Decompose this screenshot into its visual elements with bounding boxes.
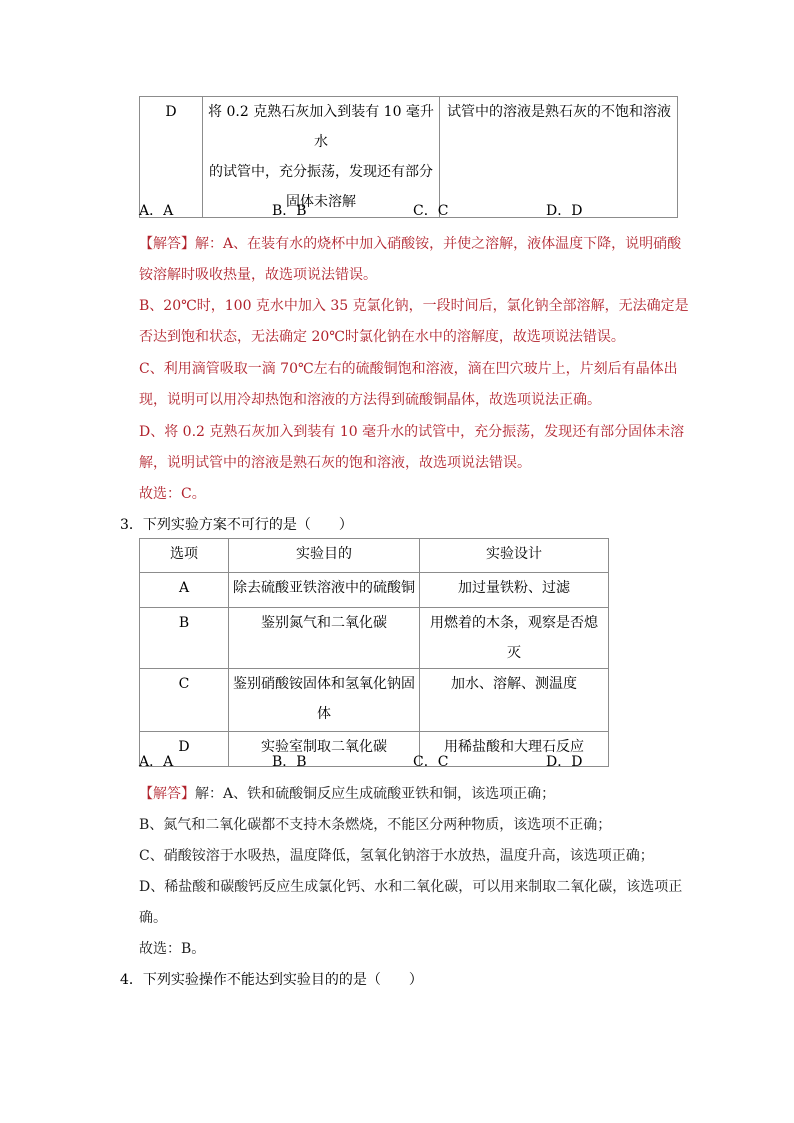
operation-line: 的试管中，充分振荡，发现还有部分 [209, 164, 433, 180]
q2-answer-line: C、利用滴管吸取一滴 70℃左右的硫酸铜饱和溶液，滴在凹穴玻片上，片刻后有晶体出 [139, 361, 678, 377]
q3-answer-line: 确。 [139, 910, 167, 926]
q3-answer-line: C、硝酸铵溶于水吸热，温度降低，氢氧化钠溶于水放热，温度升高，该选项正确； [139, 848, 654, 864]
answer-tag: 【解答】 [139, 786, 195, 802]
q3-stem: 3．下列实验方案不可行的是（ ） [120, 517, 353, 533]
option-cell: C [140, 669, 229, 732]
q3-answer-line: B、氮气和二氧化碳都不支持木条燃烧，不能区分两种物质，该选项不正确； [139, 817, 612, 833]
q2-answer-line: D、将 0.2 克熟石灰加入到装有 10 毫升水的试管中，充分振荡，发现还有部分固体未溶 [139, 424, 685, 440]
option-cell: B [140, 608, 229, 669]
table-header-row [140, 539, 609, 573]
q3-answer-line: 【解答】解：A、铁和硫酸铜反应生成硫酸亚铁和铜，该选项正确； [139, 786, 556, 802]
q3-final-answer: 故选：B。 [139, 941, 206, 957]
goal-line: 鉴别硝酸铵固体和氢氧化钠固 [233, 676, 415, 692]
header-option: 选项 [140, 539, 229, 573]
q2-answer-line: B、20℃时，100 克水中加入 35 克氯化钠，一段时间后，氯化钠全部溶解，无法确定是 [139, 298, 689, 314]
q4-stem: 4．下列实验操作不能达到实验目的的是（ ） [120, 972, 423, 988]
q3-table [139, 538, 609, 767]
operation-line: 固体未溶解 [286, 194, 356, 210]
conclusion-cell: 试管中的溶液是熟石灰的不饱和溶液 [440, 97, 678, 218]
choice-c: C．C [413, 203, 449, 219]
option-cell: D [140, 97, 203, 218]
option-cell: D [140, 732, 229, 767]
choice-c: C．C [413, 754, 449, 770]
table-row [140, 732, 609, 767]
q2-options-table [139, 96, 678, 218]
choice-d: D．D [546, 203, 583, 219]
table-row [140, 573, 609, 608]
q2-answer-line: 【解答】解：A、在装有水的烧杯中加入硝酸铵，并使之溶解，液体温度下降，说明硝酸 [139, 236, 682, 252]
design-cell: 加水、溶解、测温度 [420, 669, 609, 732]
design-cell: 加过量铁粉、过滤 [420, 573, 609, 608]
q2-answer-line: 否达到饱和状态，无法确定 20℃时氯化钠在水中的溶解度，故选项说法错误。 [139, 329, 625, 345]
goal-cell [229, 669, 420, 732]
table-row [140, 669, 609, 732]
choice-a: A．A [139, 203, 174, 219]
choice-b: B．B [272, 203, 307, 219]
q2-final-answer: 故选：C。 [139, 486, 206, 502]
option-cell: A [140, 573, 229, 608]
header-goal: 实验目的 [229, 539, 420, 573]
q2-answer-line: 解，说明试管中的溶液是熟石灰的饱和溶液，故选项说法错误。 [139, 455, 531, 471]
header-design: 实验设计 [420, 539, 609, 573]
table-row [140, 608, 609, 669]
operation-cell [203, 97, 440, 218]
goal-line: 体 [317, 706, 331, 722]
choice-b: B．B [272, 754, 307, 770]
goal-cell: 鉴别氮气和二氧化碳 [229, 608, 420, 669]
table-row [140, 97, 678, 218]
choice-d: D．D [546, 754, 583, 770]
q2-answer-line: 现，说明可以用冷却热饱和溶液的方法得到硫酸铜晶体，故选项说法正确。 [139, 392, 601, 408]
answer-tag: 【解答】 [139, 236, 195, 252]
choice-a: A．A [139, 754, 174, 770]
goal-cell: 实验室制取二氧化碳 [229, 732, 420, 767]
design-cell: 用燃着的木条，观察是否熄灭 [420, 608, 609, 669]
q3-answer-line: D、稀盐酸和碳酸钙反应生成氯化钙、水和二氧化碳，可以用来制取二氧化碳，该选项正 [139, 879, 683, 895]
operation-line: 将 0.2 克熟石灰加入到装有 10 毫升水 [208, 104, 434, 150]
design-cell: 用稀盐酸和大理石反应 [420, 732, 609, 767]
q2-answer-line: 铵溶解时吸收热量，故选项说法错误。 [139, 267, 377, 283]
goal-cell: 除去硫酸亚铁溶液中的硫酸铜 [229, 573, 420, 608]
